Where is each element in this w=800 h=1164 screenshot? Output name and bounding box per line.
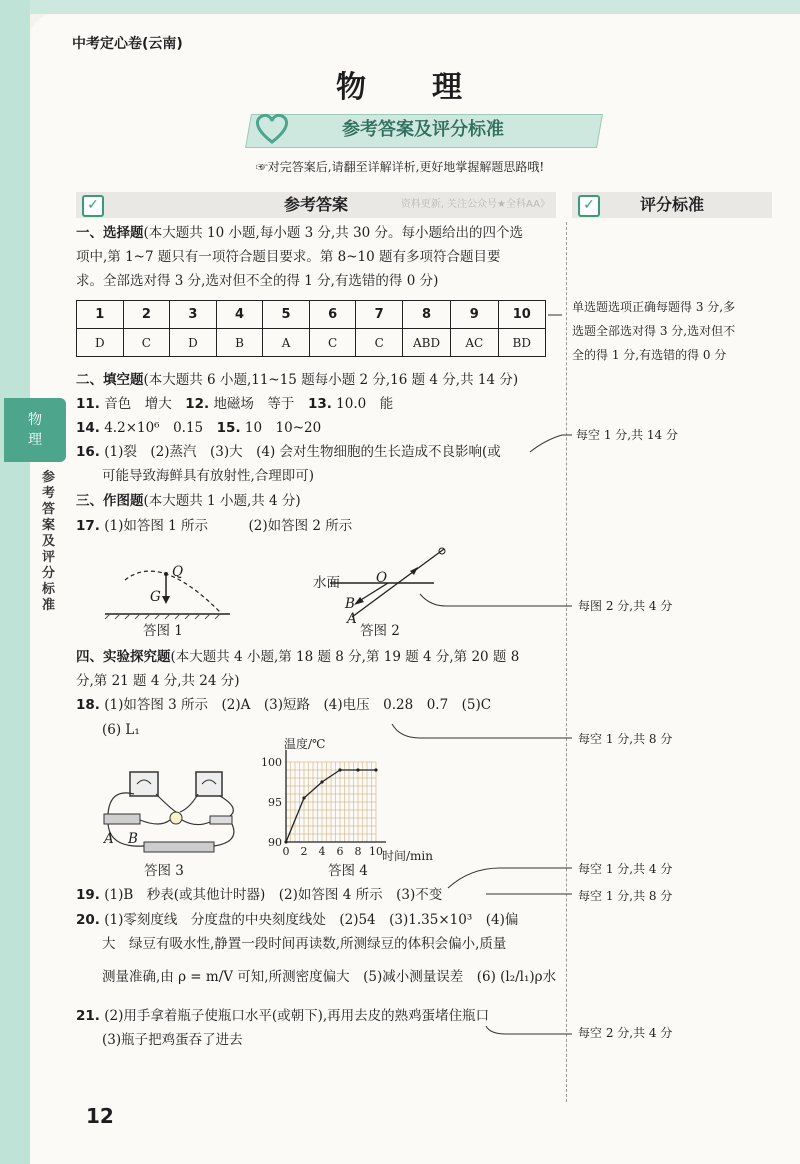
y-tick-label: 100: [261, 756, 282, 769]
section2-desc: (本大题共 6 小题,11~15 题每小题 2 分,16 题 4 分,共 14 分): [143, 372, 519, 388]
page-number: 12: [86, 1104, 114, 1128]
x-tick-label: 6: [336, 845, 344, 858]
q-answer: C: [309, 329, 356, 357]
q18-line2: (6) L₁: [102, 722, 140, 738]
q21-answer1: (2)用手拿着瓶子使瓶口水平(或朝下),再用去皮的熟鸡蛋堵住瓶口: [104, 1008, 490, 1024]
q-number: 3: [170, 301, 217, 329]
q18-number: 18.: [76, 697, 100, 713]
leader-line: [486, 1026, 572, 1034]
q11-answer: 音色 增大: [104, 396, 172, 412]
q-answer: D: [170, 329, 217, 357]
q12-answer: 地磁场 等于: [213, 396, 295, 412]
leader-line: [448, 868, 572, 888]
q14-number: 14.: [76, 420, 100, 436]
q21-line2: (3)瓶子把鸡蛋吞了进去: [102, 1032, 243, 1048]
q18-answer1: (1)如答图 3 所示 (2)A (3)短路 (4)电压 0.28 0.7 (5)C: [104, 697, 492, 713]
section4-title: 四、实验探究题: [76, 649, 171, 665]
leader-line: [530, 435, 572, 452]
label-a-terminal: A: [104, 831, 114, 847]
x-tick-label: 2: [300, 845, 308, 858]
label-b: B: [345, 596, 355, 612]
q11-number: 11.: [76, 396, 100, 412]
x-tick-label: 10: [369, 845, 383, 858]
q13-answer: 10.0 能: [336, 396, 394, 412]
q20-line2: 大 绿豆有吸水性,静置一段时间再读数,所测绿豆的体积会偏小,质量: [102, 936, 507, 952]
section1-desc2: 项中,第 1~7 题只有一项符合题目要求。第 8~10 题有多项符合题目要: [76, 249, 501, 265]
q-number: 5: [263, 301, 310, 329]
q19-note: 每空 1 分,共 4 分: [578, 862, 673, 876]
q20-answer1: (1)零刻度线 分度盘的中央刻度线处 (2)54 (3)1.35×10³ (4)偏: [104, 912, 519, 928]
label-b-terminal: B: [128, 831, 138, 847]
check-icon: ✓: [82, 195, 104, 217]
page-title: 物 理: [336, 70, 464, 105]
q-answer: C: [123, 329, 170, 357]
q16-number: 16.: [76, 444, 100, 460]
figure3-caption: 答图 3: [144, 863, 184, 879]
banner-title: 参考答案及评分标准: [342, 119, 504, 140]
q-answer: ABD: [402, 329, 450, 357]
watermark-text: 资料更新, 关注公众号★全科AA》: [400, 199, 550, 210]
q-answer: AC: [451, 329, 498, 357]
q17-part1: (1)如答图 1 所示: [104, 518, 209, 534]
x-tick-label: 4: [318, 845, 326, 858]
figure2-caption: 答图 2: [360, 623, 400, 639]
q17-number: 17.: [76, 518, 100, 534]
label-o: O: [376, 570, 388, 586]
q-number: 8: [402, 301, 450, 329]
section2-note: 每空 1 分,共 14 分: [576, 428, 678, 442]
grading-heading: 评分标准: [639, 195, 704, 214]
q16-answer1: (1)裂 (2)蒸汽 (3)大 (4) 会对生物细胞的生长造成不良影响(或: [104, 444, 501, 460]
q-number: 10: [498, 301, 546, 329]
side-label: 参考答案及评分标准: [42, 470, 56, 613]
section1-desc3: 求。全部选对得 3 分,选对但不全的得 1 分,有选错的得 0 分): [76, 273, 439, 289]
q-number: 6: [309, 301, 356, 329]
section1-desc1: (本大题共 10 小题,每小题 3 分,共 30 分。每小题给出的四个选: [143, 225, 524, 241]
side-tab-line2: 理: [28, 432, 42, 448]
q20-line3: 测量准确,由 ρ = m/V 可知,所测密度偏大 (5)减小测量误差 (6) (l₂/l₁)ρ水: [102, 969, 557, 985]
label-q: Q: [172, 564, 184, 580]
q-answer: B: [216, 329, 263, 357]
q-number: 1: [77, 301, 124, 329]
section1-note3: 全的得 1 分,有选错的得 0 分: [572, 348, 727, 362]
leader-line: [392, 724, 572, 738]
q16-line2: 可能导致海鲜具有放射性,合理即可): [102, 468, 315, 484]
section3-note: 每图 2 分,共 4 分: [578, 599, 673, 613]
section4-desc2: 分,第 21 题 4 分,共 24 分): [76, 673, 240, 689]
section1-note1: 单选题选项正确每题得 3 分,多: [572, 300, 736, 314]
answers-heading: 参考答案: [283, 195, 348, 214]
q-number: 2: [123, 301, 170, 329]
x-axis-label: 时间/min: [382, 849, 433, 863]
q-answer: D: [77, 329, 124, 357]
check-icon: ✓: [578, 195, 600, 217]
section3-desc: (本大题共 1 小题,共 4 分): [143, 493, 301, 509]
q20-number: 20.: [76, 912, 100, 928]
series-title: 中考定心卷(云南): [72, 36, 183, 52]
q-answer: C: [356, 329, 403, 357]
q21-number: 21.: [76, 1008, 100, 1024]
leader-line: [420, 594, 572, 606]
q-answer: BD: [498, 329, 546, 357]
q21-note: 每空 2 分,共 4 分: [578, 1026, 673, 1040]
section1-title: 一、选择题: [76, 225, 144, 241]
y-tick-label: 90: [268, 836, 282, 849]
section1-note2: 选题全部选对得 3 分,选对但不: [572, 324, 736, 338]
water-surface-label: 水面: [313, 575, 340, 591]
q-number: 9: [451, 301, 498, 329]
section2-title: 二、填空题: [76, 372, 144, 388]
side-tab-line1: 物: [28, 412, 42, 428]
figure4-caption: 答图 4: [328, 863, 368, 879]
section3-title: 三、作图题: [76, 493, 144, 509]
q12-number: 12.: [185, 396, 210, 412]
q15-number: 15.: [216, 420, 241, 436]
hint-text: ☞对完答案后,请翻至详解详析,更好地掌握解题思路哦!: [255, 160, 545, 174]
q17-part2: (2)如答图 2 所示: [248, 518, 353, 534]
y-axis-label: 温度/℃: [284, 737, 326, 751]
q19-number: 19.: [76, 887, 100, 903]
q-answer: A: [263, 329, 310, 357]
q-number: 7: [356, 301, 403, 329]
q13-number: 13.: [307, 396, 332, 412]
q20-note: 每空 1 分,共 8 分: [578, 889, 673, 903]
q19-answer: (1)B 秒表(或其他计时器) (2)如答图 4 所示 (3)不变: [104, 887, 443, 903]
x-tick-label: 8: [354, 845, 362, 858]
x-tick-label: 0: [282, 845, 290, 858]
q15-answer: 10 10~20: [244, 420, 322, 436]
q14-answer: 4.2×10⁶ 0.15: [104, 420, 204, 436]
label-g: G: [150, 589, 161, 605]
figure1-caption: 答图 1: [143, 623, 183, 639]
section4-desc1: (本大题共 4 小题,第 18 题 8 分,第 19 题 4 分,第 20 题 8: [170, 649, 520, 665]
label-a: A: [347, 611, 357, 627]
y-tick-label: 95: [268, 796, 282, 809]
q18-note: 每空 1 分,共 8 分: [578, 732, 673, 746]
q-number: 4: [216, 301, 263, 329]
